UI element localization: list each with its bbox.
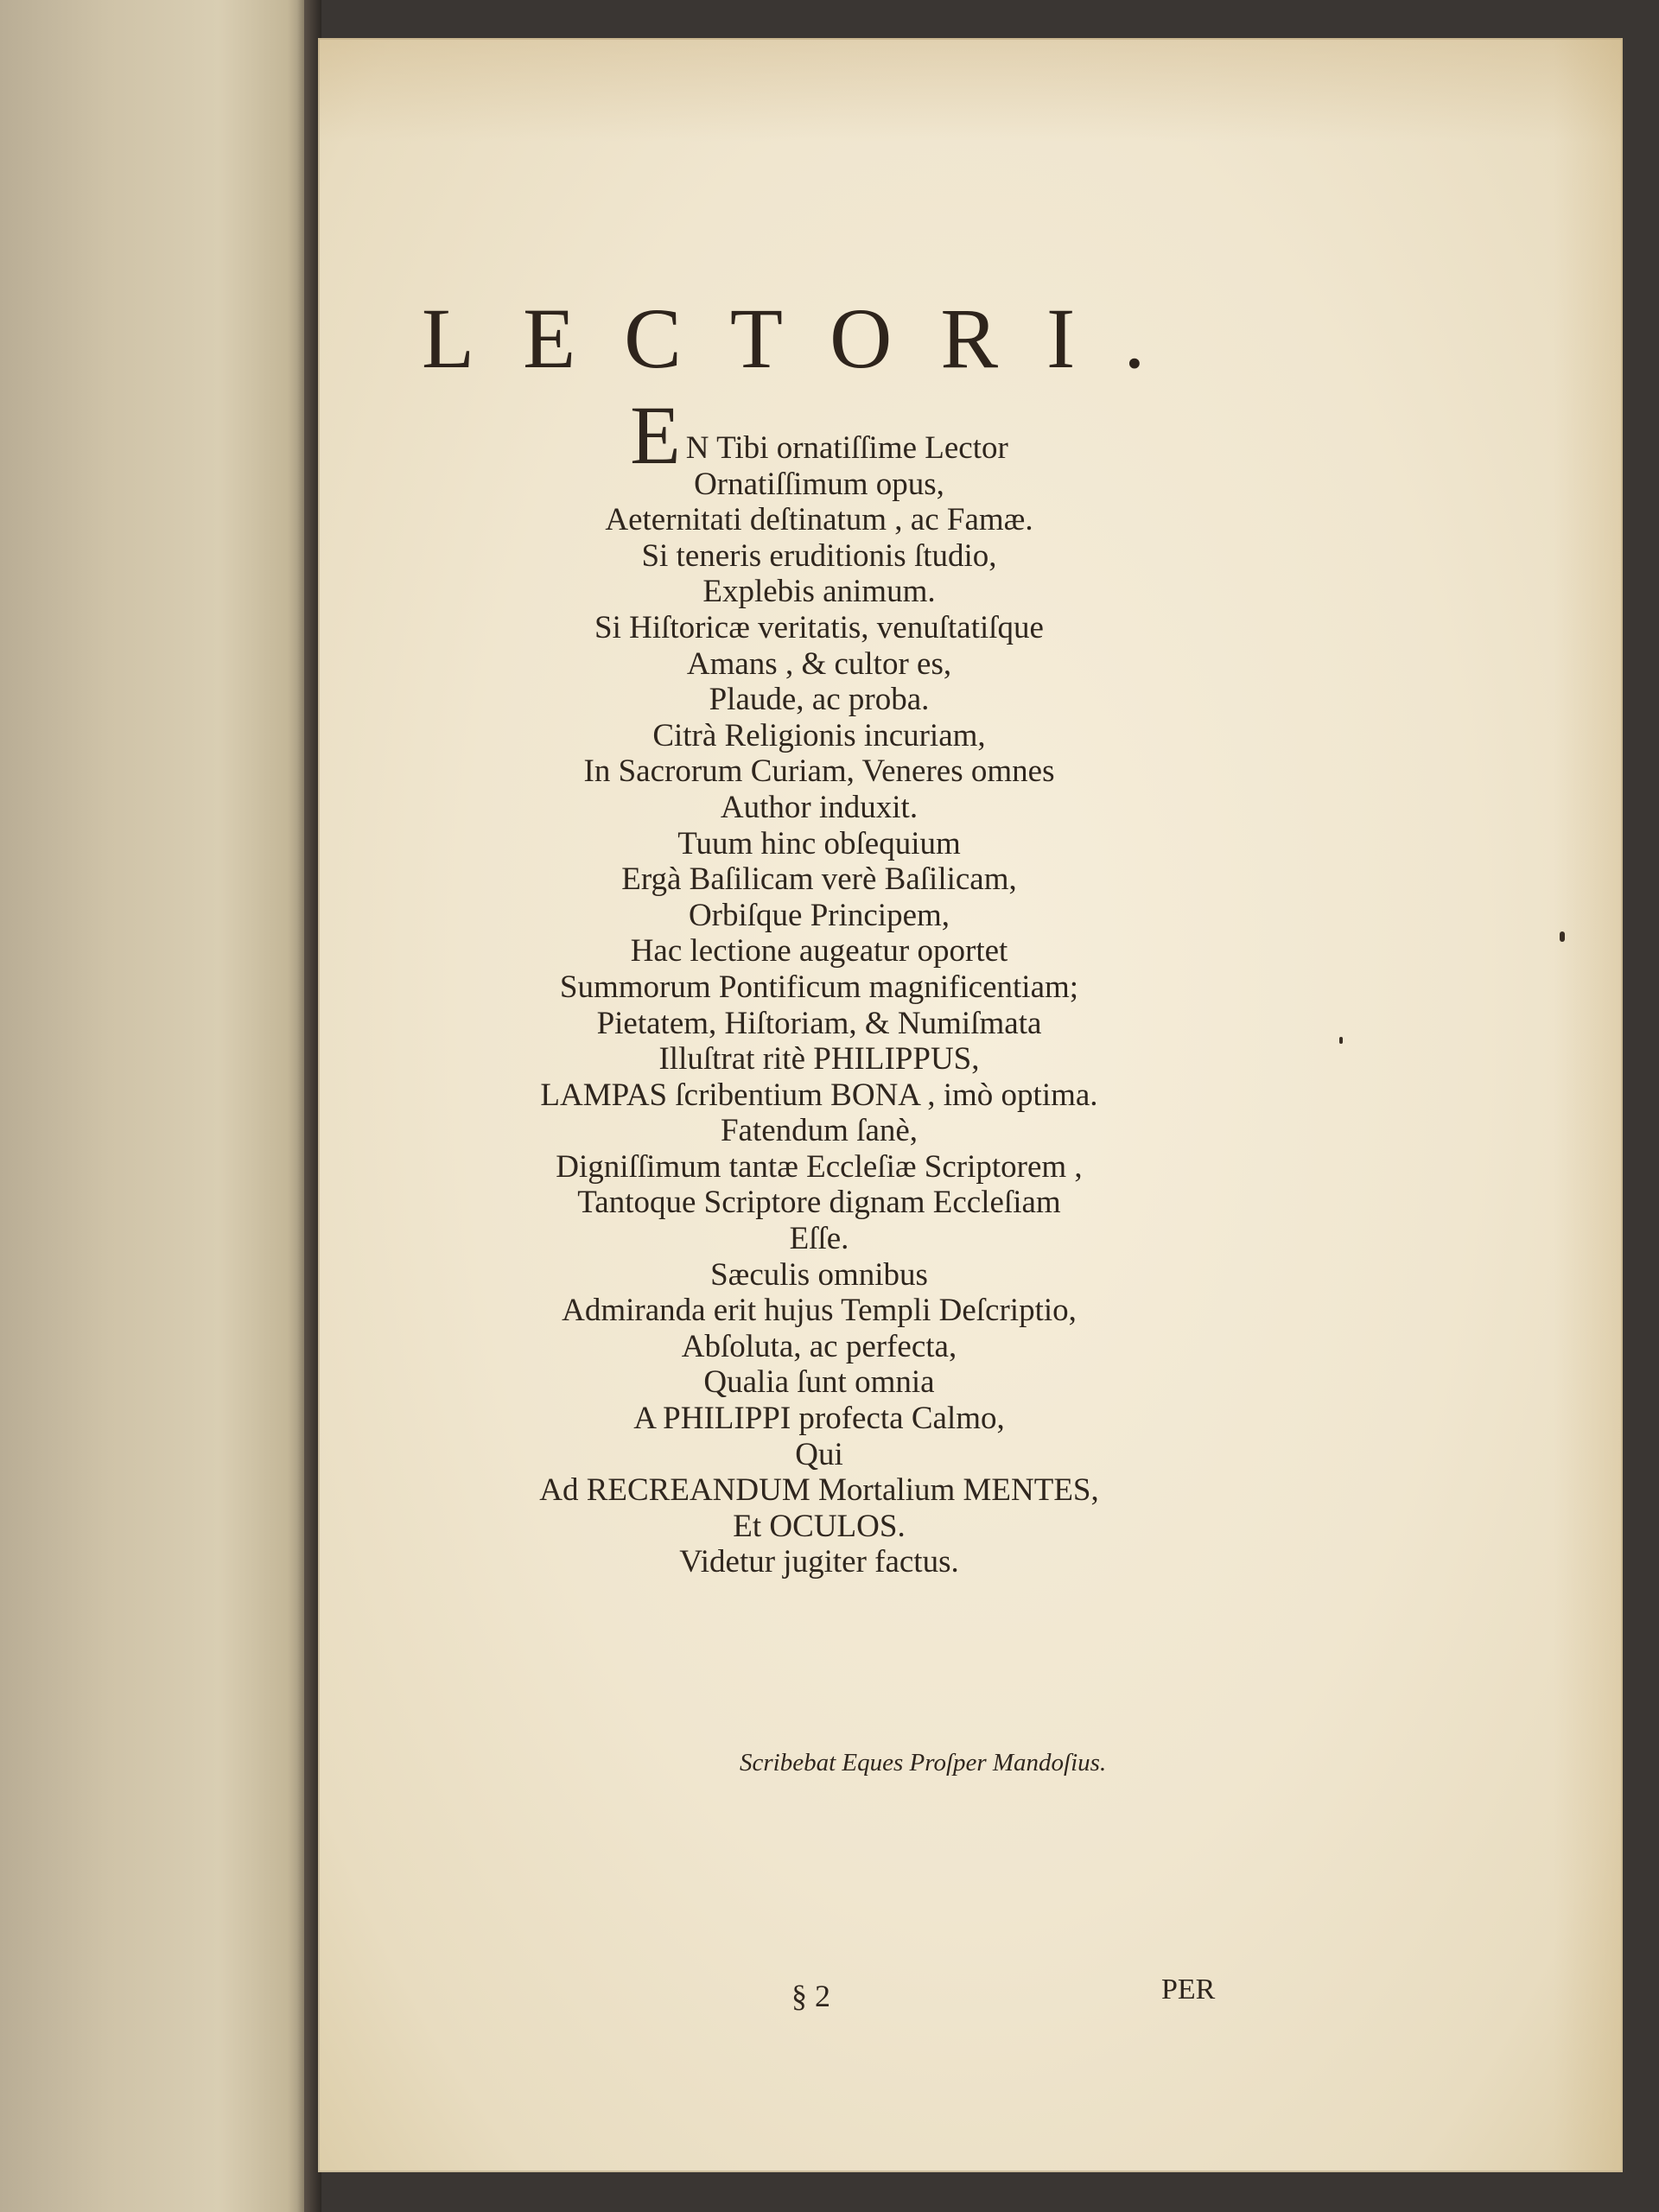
verse-line: Orbiſque Principem, (688, 897, 950, 933)
verse-line: Citrà Religionis incuriam, (652, 717, 986, 753)
book-page (318, 38, 1623, 2172)
facing-page (0, 0, 313, 2212)
drop-cap: E (630, 389, 681, 481)
page-title: LECTORI. (422, 290, 1194, 386)
verse-line: Amans , & cultor es, (686, 645, 952, 682)
verse-line: Qualia ſunt omnia (703, 1364, 935, 1401)
verse-line: In Sacrorum Curiam, Veneres omnes (583, 753, 1055, 790)
verse-line: Tantoque Scriptore dignam Eccleſiam (577, 1185, 1061, 1221)
ink-speck (1560, 931, 1565, 942)
verse-line: Si teneris eruditionis ſtudio, (641, 537, 997, 574)
verse-line: Et OCULOS. (733, 1508, 906, 1544)
signature-mark: § 2 (791, 1979, 830, 2013)
verse-line: Si Hiſtoricæ veritatis, venuſtatiſque (594, 609, 1044, 645)
verse-line: Videtur jugiter factus. (679, 1544, 959, 1580)
verse-line: Summorum Pontificum magnificentiam; (559, 969, 1079, 1005)
verse-line: A PHILIPPI profecta Calmo, (633, 1401, 1005, 1437)
verse-line: Eſſe. (789, 1221, 849, 1257)
verse-line: Plaude, ac proba. (709, 682, 930, 718)
verse-line: Aeternitati deſtinatum , ac Famæ. (605, 502, 1033, 538)
dedication-verse (318, 389, 1320, 1580)
verse-line: Admiranda erit hujus Templi Deſcriptio, (562, 1293, 1077, 1329)
verse-line: Sæculis omnibus (710, 1256, 928, 1293)
catchword: PER (1161, 1974, 1216, 2005)
verse-line: Qui (795, 1436, 843, 1472)
verse-line: Digniſſimum tantæ Eccleſiæ Scriptorem , (556, 1148, 1083, 1185)
verse-line: Author induxit. (720, 789, 918, 825)
verse-line: Explebis animum. (702, 574, 936, 610)
verse-line: Ad RECREANDUM Mortalium MENTES, (539, 1472, 1099, 1509)
verse-line: Tuum hinc obſequium (677, 825, 961, 861)
verse-line: LAMPAS ſcribentium BONA , imò optima. (540, 1077, 1098, 1113)
verse-line: Hac lectione augeatur oportet (630, 933, 1008, 969)
edge-discoloration (1554, 38, 1623, 2172)
verse-line: Ornatiſſimum opus, (694, 466, 944, 502)
verse-first-line (318, 389, 1320, 481)
author-signature: Scribebat Eques Proſper Mandoſius. (740, 1749, 1107, 1777)
verse-line: Pietatem, Hiſtoriam, & Numiſmata (596, 1005, 1042, 1041)
ink-speck (1339, 1037, 1343, 1044)
verse-line: N Tibi ornatiſſime Lector (685, 430, 1008, 466)
verse-line: Fatendum ſanè, (720, 1113, 918, 1149)
verse-line: Ergà Baſilicam verè Baſilicam, (621, 861, 1017, 898)
verse-line: Illuſtrat ritè PHILIPPUS, (658, 1041, 980, 1077)
water-stain (318, 38, 1623, 142)
verse-line: Abſoluta, ac perfecta, (681, 1328, 957, 1364)
